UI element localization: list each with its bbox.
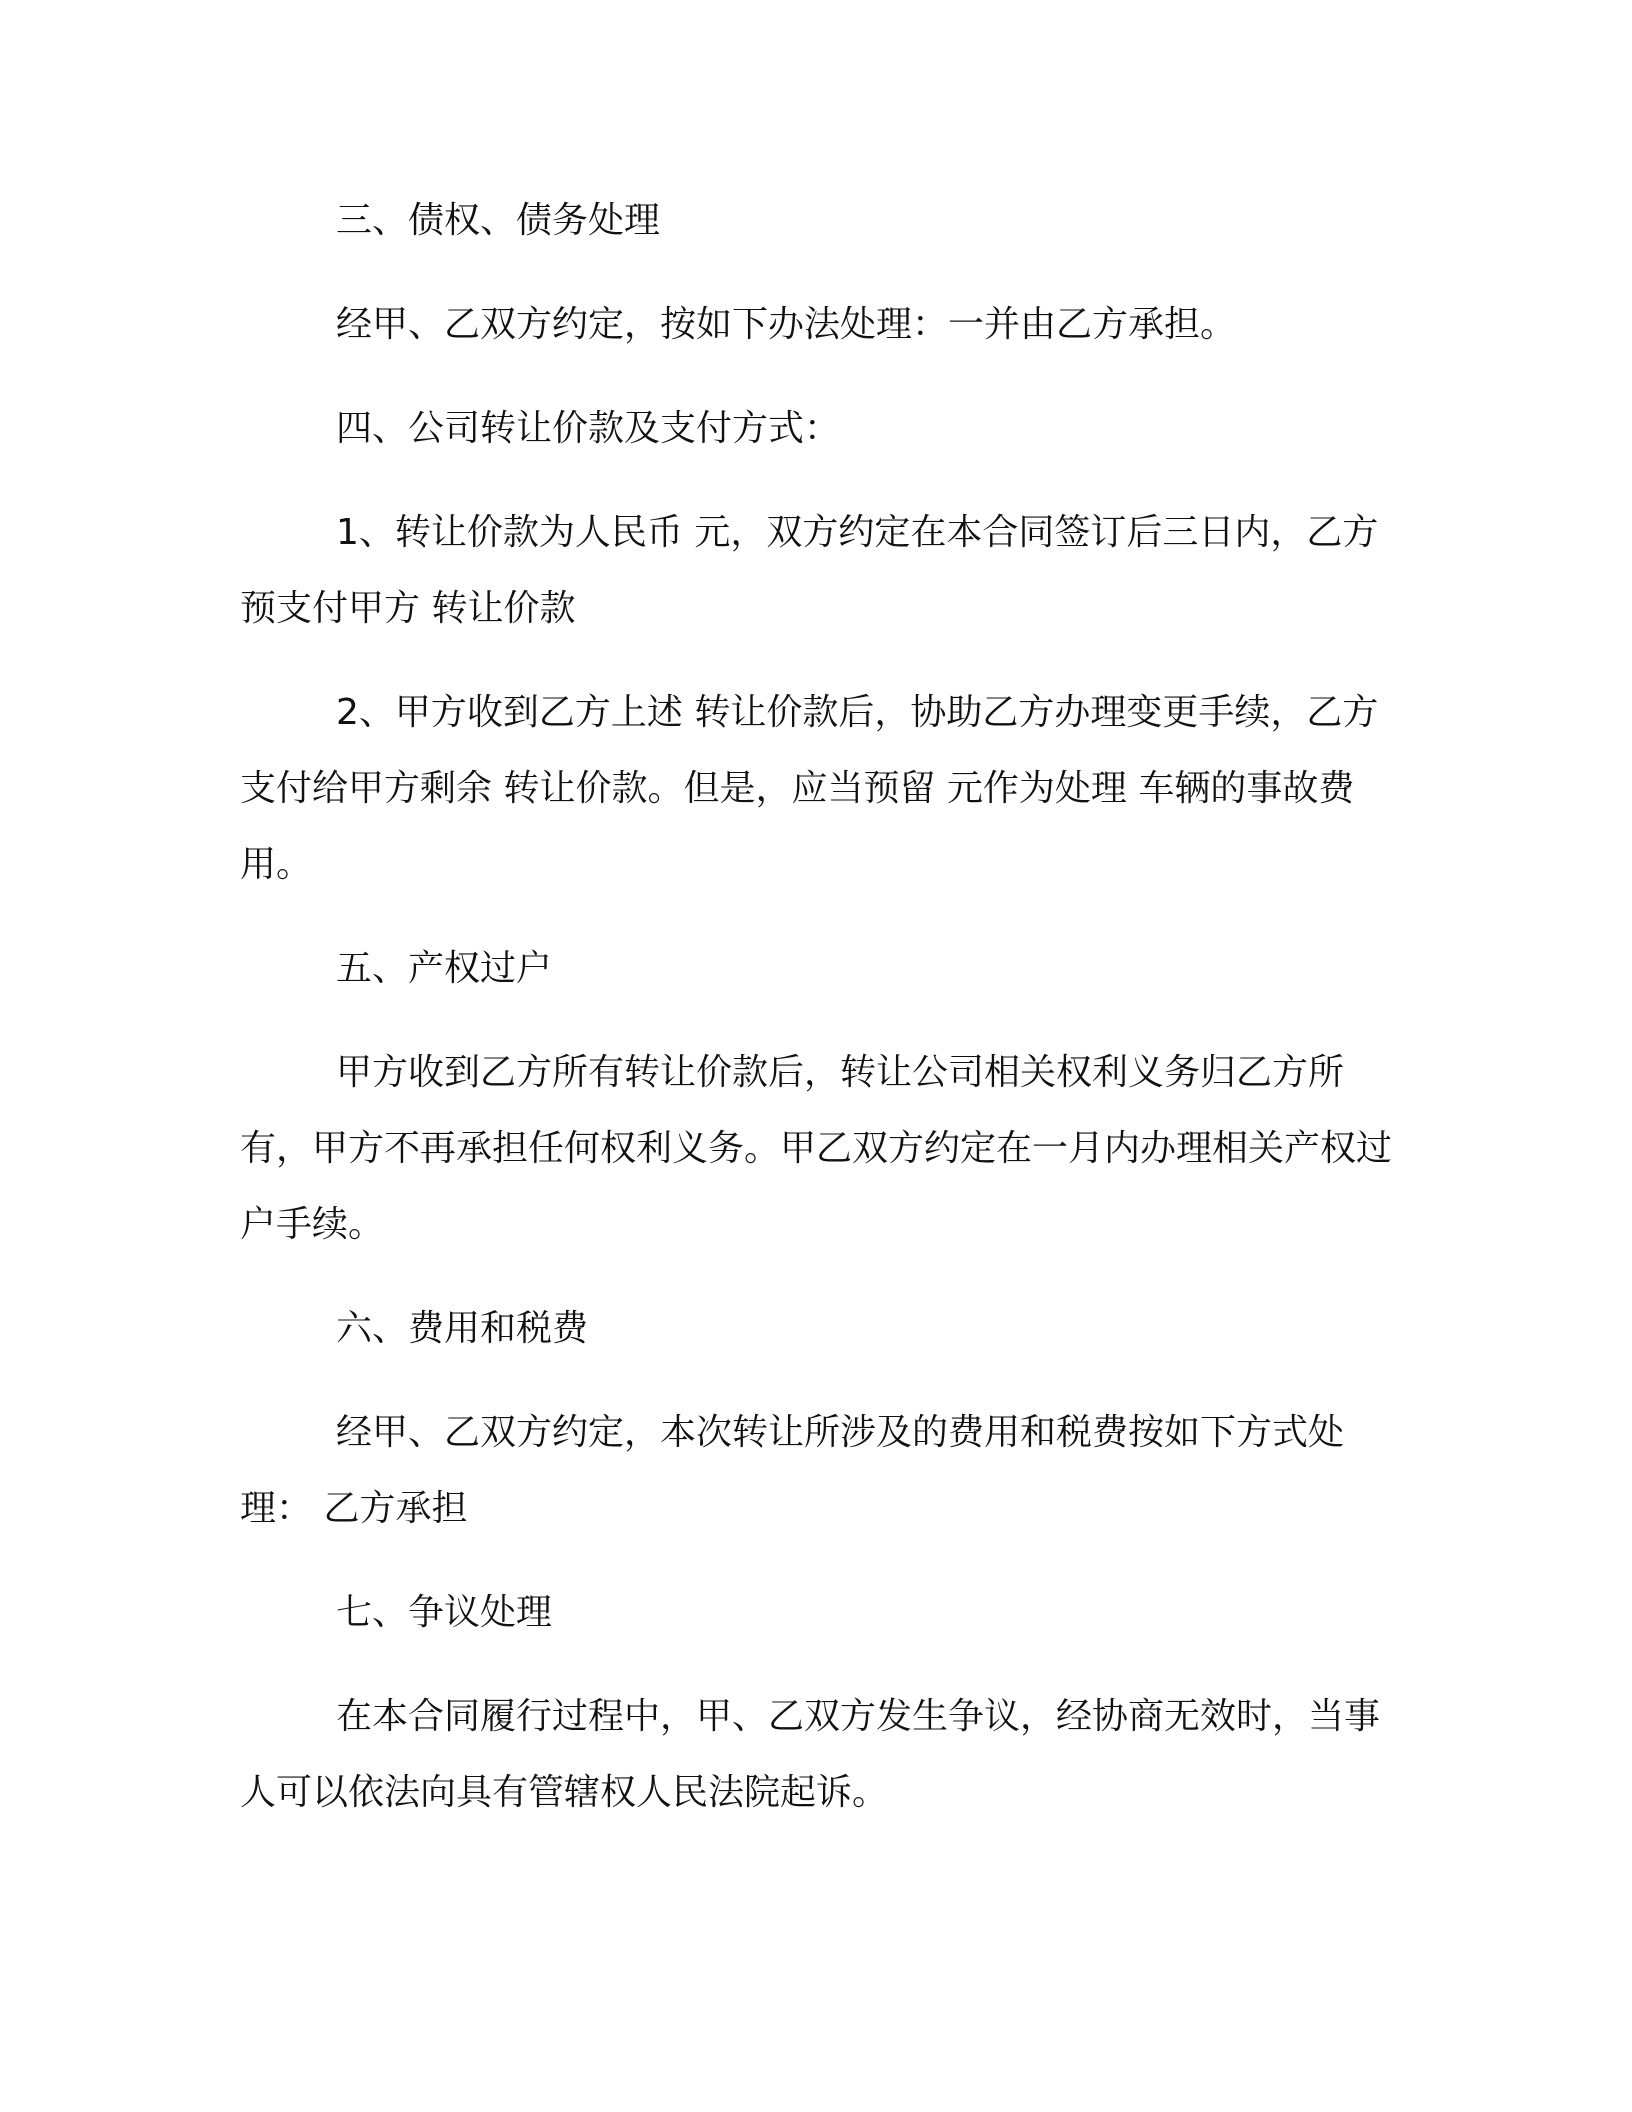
section-heading-6: 六、费用和税费 <box>336 1308 589 1349</box>
paragraph-price-2: 2、甲方收到乙方上述 转让价款后，协助乙方办理变更手续，乙方支付给甲方剩余 转让价款。但是，应当预留 元作为处理 车辆的事故费用。 <box>240 692 1379 885</box>
section-heading-5: 五、产权过户 <box>336 948 553 989</box>
section-heading-4: 四、公司转让价款及支付方式： <box>336 408 841 449</box>
section-heading-3: 三、债权、债务处理 <box>336 200 661 241</box>
paragraph-dispute: 在本合同履行过程中，甲、乙双方发生争议，经协商无效时，当事人可以依法向具有管辖权人民法院起诉。 <box>240 1696 1381 1813</box>
paragraph-price-1: 1、转让价款为人民币 元，双方约定在本合同签订后三日内，乙方预支付甲方 转让价款 <box>240 512 1379 629</box>
paragraph-title-transfer: 甲方收到乙方所有转让价款后，转让公司相关权利义务归乙方所有，甲方不再承担任何权利义务。甲乙双方约定在一月内办理相关产权过户手续。 <box>240 1052 1393 1245</box>
paragraph-fees-taxes: 经甲、乙双方约定，本次转让所涉及的费用和税费按如下方式处理： 乙方承担 <box>240 1412 1345 1529</box>
document-body <box>240 183 1392 1859</box>
section-heading-7: 七、争议处理 <box>336 1592 553 1633</box>
paragraph-debt-handling: 经甲、乙双方约定，按如下办法处理：一并由乙方承担。 <box>336 304 1237 345</box>
